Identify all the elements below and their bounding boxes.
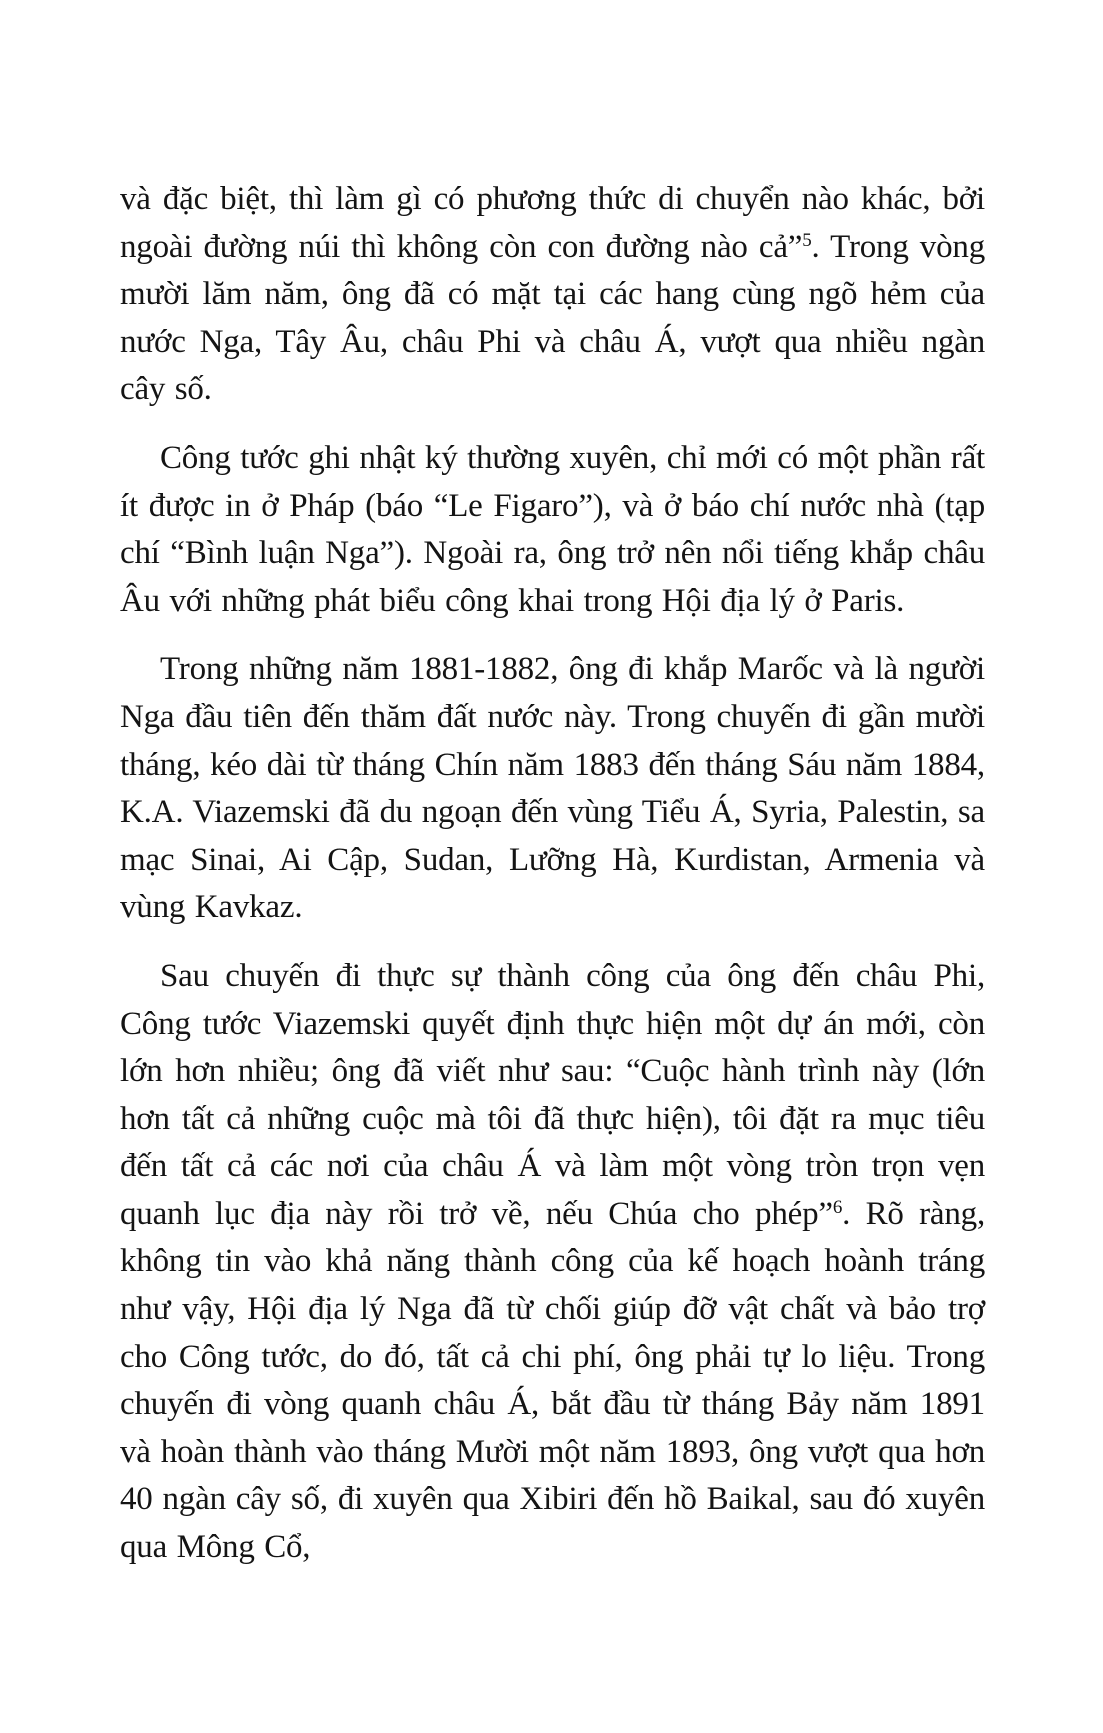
paragraph-text: và đặc biệt, thì làm gì có phương thức di chuyển nào khác, bởi ngoài đường núi thì không còn con đường nào cả” (120, 181, 985, 265)
footnote-marker-5: 5 (802, 230, 812, 252)
paragraph (120, 435, 985, 625)
paragraph (120, 646, 985, 932)
paragraph-text: . Trong vòng mười lăm năm, ông đã có mặt tại các hang cùng ngõ hẻm của nước Nga, Tây Âu, châu Phi và châu Á, vượt qua nhiều ngàn cây số. (120, 228, 985, 408)
paragraph-text: Trong những năm 1881-1882, ông đi khắp Marốc và là người Nga đầu tiên đến thăm đất nước này. Trong chuyến đi gần mười tháng, kéo dài từ tháng Chín năm 1883 đến tháng Sáu năm 1884, K.A. Viazemski đã du ngoạn đến vùng Tiểu Á, Syria, Palestin, sa mạc Sinai, Ai Cập, Sudan, Lưỡng Hà, Kurdistan, Armenia và vùng Kavkaz. (120, 651, 985, 926)
paragraph-text: Sau chuyến đi thực sự thành công của ông đến châu Phi, Công tước Viazemski quyết định thực hiện một dự án mới, còn lớn hơn nhiều; ông đã viết như sau: “Cuộc hành trình này (lớn hơn tất cả những cuộc mà tôi đã thực hiện), tôi đặt ra mục tiêu đến tất cả các nơi của châu Á và làm một vòng tròn trọn vẹn quanh lục địa này rồi trở về, nếu Chúa cho phép” (120, 957, 985, 1232)
footnote-marker-6: 6 (832, 1197, 843, 1219)
paragraph-text: Công tước ghi nhật ký thường xuyên, chỉ mới có một phần rất ít được in ở Pháp (báo “Le Figaro”), và ở báo chí nước nhà (tạp chí “Bình luận Nga”). Ngoài ra, ông trở nên nổi tiếng khắp châu Âu với những phát biểu công khai trong Hội địa lý ở Paris. (120, 439, 985, 619)
paragraph (120, 953, 985, 1572)
paragraph (120, 176, 985, 414)
paragraph-text: . Rõ ràng, không tin vào khả năng thành công của kế hoạch hoành tráng như vậy, Hội địa lý Nga đã từ chối giúp đỡ vật chất và bảo trợ cho Công tước, do đó, tất cả chi phí, ông phải tự lo liệu. Trong chuyến đi vòng quanh châu Á, bắt đầu từ tháng Bảy năm 1891 và hoàn thành vào tháng Mười một năm 1893, ông vượt qua hơn 40 ngàn cây số, đi xuyên qua Xibiri đến hồ Baikal, sau đó xuyên qua Mông Cổ, (120, 1195, 986, 1566)
